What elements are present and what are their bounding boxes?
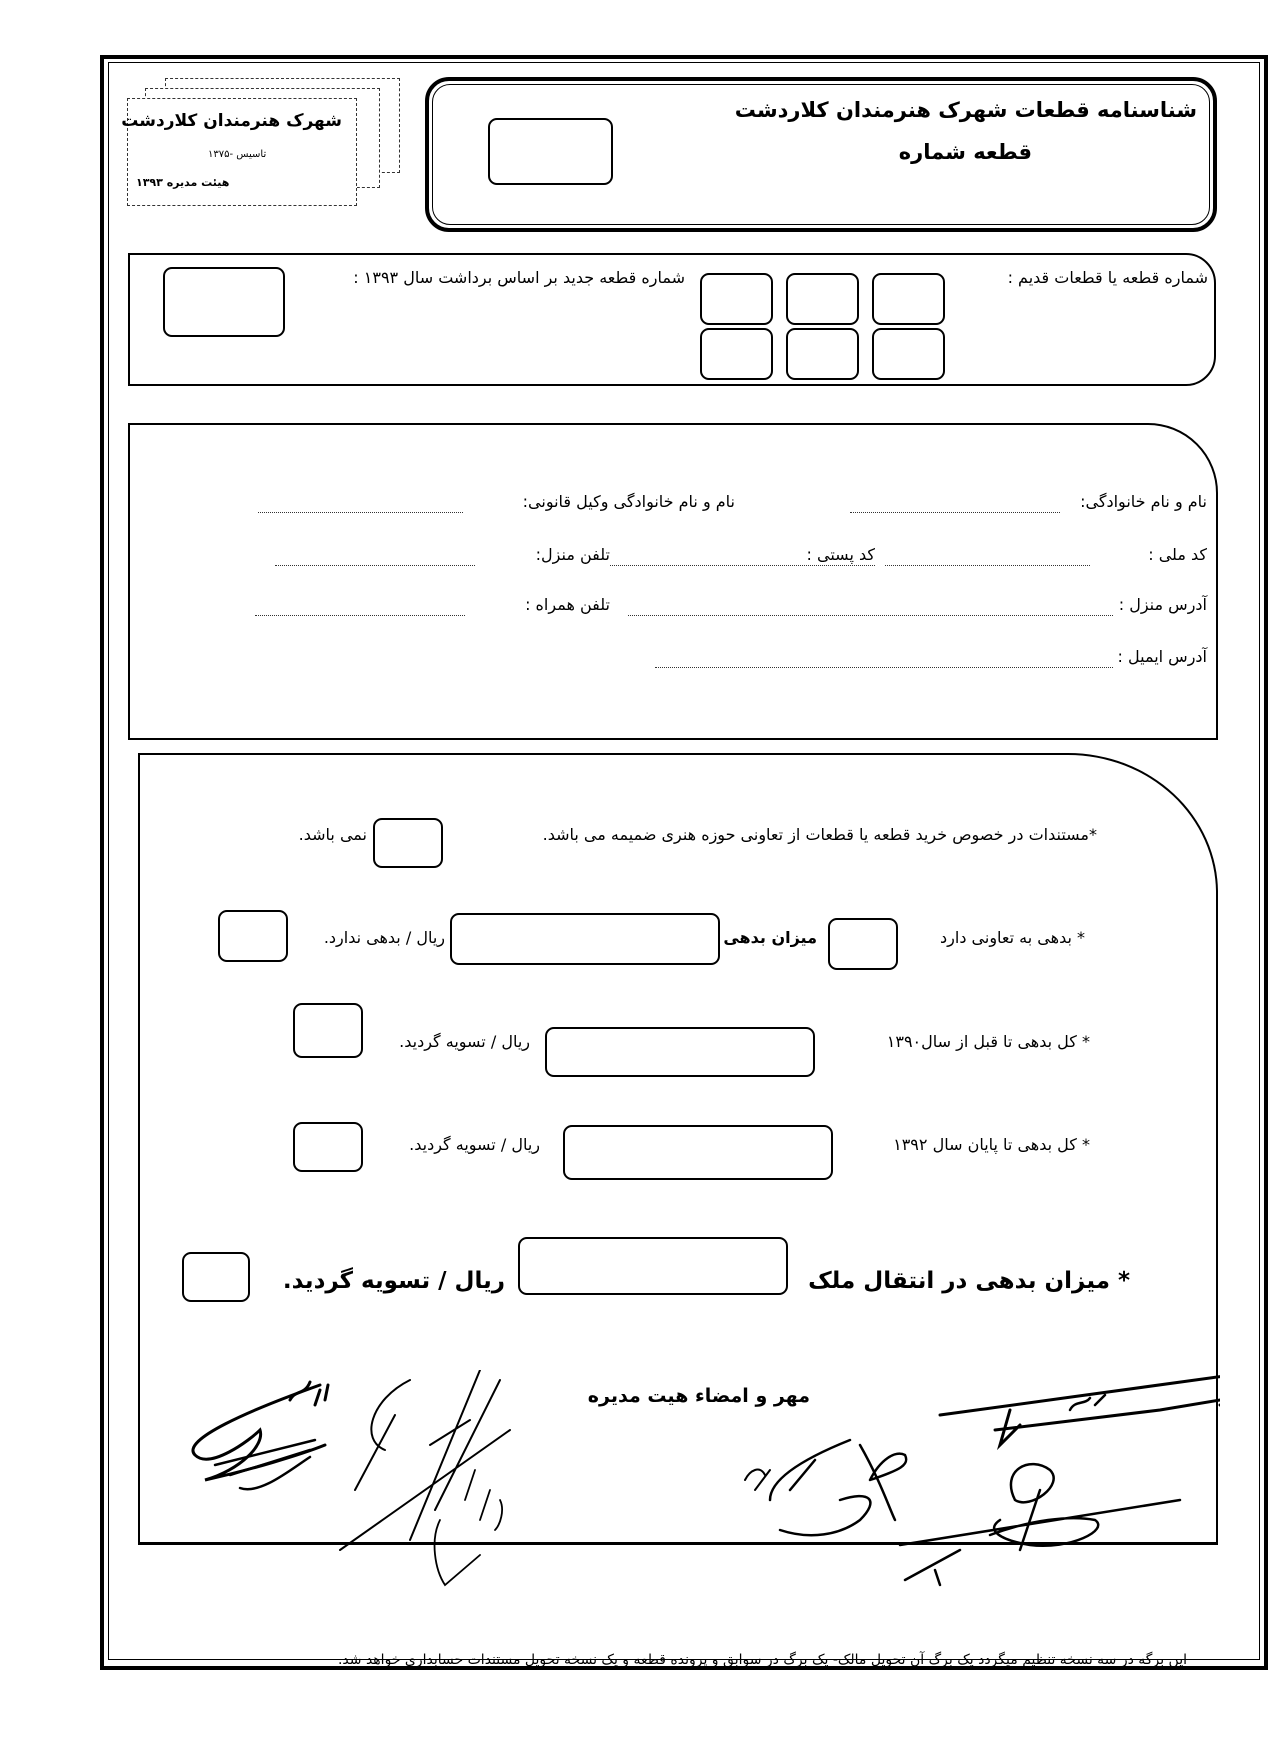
mobile-field[interactable] <box>255 615 465 616</box>
signature-5 <box>900 1464 1180 1585</box>
lawyer-name-field[interactable] <box>258 512 463 513</box>
has-debt-text: * بدهی به تعاونی دارد <box>940 928 1085 947</box>
stamp-paper-front <box>121 98 357 206</box>
old-plot-input-5[interactable] <box>786 328 859 380</box>
footer-note: این برگه در سه نسخه تنظیم میگردد یک برگ آن تحویل مالک- یک برگ در سوابق و پرونده قطعه و یک نسخه تحویل مستندات حسابداری خواهد شد. <box>337 1652 1187 1668</box>
old-plot-input-1[interactable] <box>700 273 773 325</box>
new-plot-label: شماره قطعه جدید بر اساس برداشت سال ۱۳۹۳ : <box>353 268 685 287</box>
mobile-label: تلفن همراه : <box>525 595 610 614</box>
before-1390-text: * کل بدهی تا قبل از سال۱۳۹۰ <box>886 1032 1090 1051</box>
settled-1390-checkbox[interactable] <box>293 1003 363 1058</box>
signature-4-text <box>745 1470 770 1490</box>
stamp-board: هیئت مدیره ۱۳۹۳ <box>136 176 230 189</box>
postal-code-field[interactable] <box>610 565 875 566</box>
signature-2-text <box>435 1470 503 1585</box>
form-title: شناسنامه قطعات شهرک هنرمندان کلاردشت <box>734 98 1197 122</box>
documents-not-checkbox[interactable] <box>373 818 443 868</box>
full-name-field[interactable] <box>850 512 1060 513</box>
plot-number-input[interactable] <box>488 118 613 185</box>
rial-settled-text-1: ریال / تسویه گردید. <box>399 1032 530 1051</box>
signature-1-stroke <box>215 1440 315 1489</box>
has-debt-checkbox[interactable] <box>828 918 898 970</box>
documents-text: *مستندات در خصوص خرید قطعه یا قطعات از تعاونی حوزه هنری ضمیمه می باشد. <box>542 825 1097 844</box>
before-1390-amount-input[interactable] <box>545 1027 815 1077</box>
home-phone-label: تلفن منزل: <box>535 545 610 564</box>
transfer-amount-input[interactable] <box>518 1237 788 1295</box>
settled-transfer-checkbox[interactable] <box>182 1252 250 1302</box>
signature-4 <box>770 1440 906 1535</box>
home-address-label: آدرس منزل : <box>1118 595 1207 614</box>
stamp-logo <box>121 78 400 218</box>
home-address-field[interactable] <box>628 615 1113 616</box>
new-plot-input[interactable] <box>163 267 285 337</box>
plot-number-title: قطعه شماره <box>898 140 1032 164</box>
no-debt-checkbox[interactable] <box>218 910 288 962</box>
stamp-name: شهرک هنرمندان کلاردشت <box>121 111 342 131</box>
documents-not-text: نمی باشد. <box>298 825 367 844</box>
old-plot-input-3[interactable] <box>872 273 945 325</box>
stamp-founded: تاسیس -۱۳۷۵ <box>208 149 267 160</box>
settled-1392-checkbox[interactable] <box>293 1122 363 1172</box>
old-plot-input-2[interactable] <box>786 273 859 325</box>
until-1392-text: * کل بدهی تا پایان سال ۱۳۹۲ <box>893 1135 1090 1154</box>
old-plot-label: شماره قطعه یا قطعات قدیم : <box>1007 268 1208 287</box>
old-plot-input-6[interactable] <box>872 328 945 380</box>
signature-2 <box>340 1370 510 1550</box>
signatures-label: مهر و امضاء هیت مدیره <box>587 1385 810 1407</box>
board-signatures <box>170 1370 1220 1650</box>
email-field[interactable] <box>655 667 1113 668</box>
email-label: آدرس ایمیل : <box>1117 647 1207 666</box>
rial-no-debt-text: ریال / بدهی ندارد. <box>323 928 445 947</box>
rial-settled-text-3: ریال / تسویه گردید. <box>282 1268 505 1294</box>
national-id-label: کد ملی : <box>1148 545 1207 564</box>
full-name-label: نام و نام خانوادگی: <box>1080 492 1207 511</box>
debt-amount-input[interactable] <box>450 913 720 965</box>
signature-1-text <box>290 1382 328 1405</box>
signature-3 <box>940 1370 1220 1445</box>
old-plot-input-4[interactable] <box>700 328 773 380</box>
rial-settled-text-2: ریال / تسویه گردید. <box>409 1135 540 1154</box>
until-1392-amount-input[interactable] <box>563 1125 833 1180</box>
postal-code-label: کد پستی : <box>806 545 875 564</box>
home-phone-field[interactable] <box>275 565 475 566</box>
transfer-debt-text: * میزان بدهی در انتقال ملک <box>808 1268 1130 1294</box>
lawyer-name-label: نام و نام خانوادگی وکیل قانونی: <box>522 492 735 511</box>
owner-info-section <box>128 423 1218 740</box>
national-id-field[interactable] <box>885 565 1090 566</box>
debt-amount-label: میزان بدهی <box>723 928 817 947</box>
